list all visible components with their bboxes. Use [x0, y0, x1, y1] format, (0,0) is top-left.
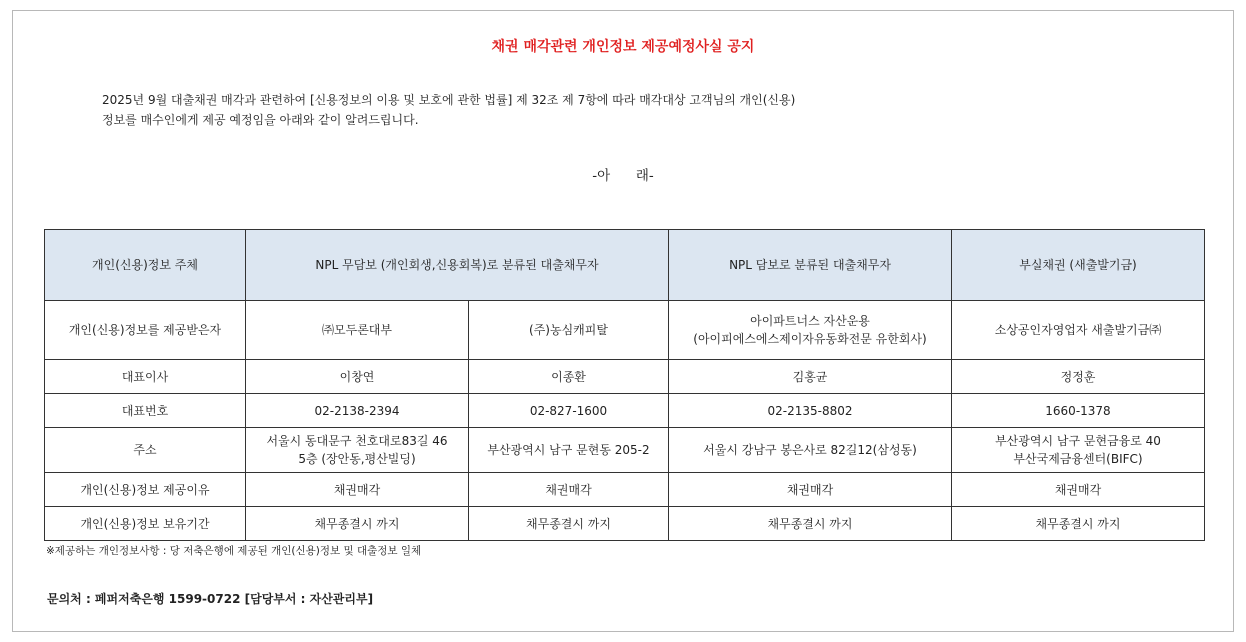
table-row [45, 507, 1205, 541]
cell-line: 채권매각 [333, 482, 381, 497]
info-table [44, 229, 1205, 541]
cell-line: 서울시 동대문구 천호대로83길 46 [266, 434, 448, 448]
row-label: 주소 [45, 428, 246, 473]
row-label: 개인(신용)정보 제공이유 [45, 473, 246, 507]
section-label: -아 래- [592, 168, 654, 184]
cell-line: 이창연 [339, 369, 375, 384]
cell-line: 채권매각 [1054, 482, 1102, 497]
table-cell [952, 507, 1205, 541]
table-cell [669, 301, 952, 360]
header-npl-unsecured: NPL 무담보 (개인회생,신용회복)로 분류된 대출채무자 [246, 230, 669, 301]
cell-line: 부산광역시 남구 문현동 205-2 [487, 443, 650, 457]
cell-line: 5층 (장안동,평산빌딩) [298, 452, 416, 466]
cell-line: 채무종결시 까지 [314, 516, 400, 531]
table-cell [952, 473, 1205, 507]
cell-line: 아이파트너스 자산운용 [750, 314, 870, 328]
intro-text [102, 90, 1002, 130]
table-cell [246, 394, 469, 428]
cell-line: (아이피에스에스제이자유동화전문 유한회사) [693, 332, 927, 346]
cell-line: 부산국제금융센터(BIFC) [1013, 452, 1143, 466]
cell-line: 부산광역시 남구 문현금융로 40 [995, 434, 1161, 448]
table-row [45, 394, 1205, 428]
footnote: ※제공하는 개인정보사항 : 당 저축은행에 제공된 개인(신용)정보 및 대출정보 일체 [46, 545, 422, 557]
table-header-row [45, 230, 1205, 301]
row-label: 대표번호 [45, 394, 246, 428]
table-cell [246, 507, 469, 541]
cell-line: (주)농심캐피탈 [529, 323, 608, 337]
table-cell [469, 301, 669, 360]
table-cell [952, 394, 1205, 428]
row-label: 개인(신용)정보 보유기간 [45, 507, 246, 541]
row-label: 대표이사 [45, 360, 246, 394]
table-row [45, 301, 1205, 360]
notice-title: 채권 매각관련 개인정보 제공예정사실 공지 [491, 39, 755, 55]
cell-line: 채무종결시 까지 [767, 516, 853, 531]
table-cell [952, 301, 1205, 360]
table-cell [669, 473, 952, 507]
cell-line: 채권매각 [545, 482, 592, 497]
cell-line: 채권매각 [786, 482, 834, 497]
table-cell [246, 473, 469, 507]
cell-line: 1660-1378 [1045, 403, 1111, 418]
table-cell [469, 360, 669, 394]
cell-line: 02-827-1600 [529, 403, 608, 418]
cell-line: 소상공인자영업자 새출발기금㈜ [994, 323, 1162, 337]
header-bad-debt: 부실채권 (새출발기금) [952, 230, 1205, 301]
table-cell [246, 360, 469, 394]
intro-line-1: 2025년 9월 대출채권 매각과 관련하여 [신용정보의 이용 및 보호에 관한 법률] 제 32조 제 7항에 따라 매각대상 고객님의 개인(신용) [102, 93, 796, 107]
table-cell [669, 428, 952, 473]
cell-line: 서울시 강남구 봉은사로 82길12(삼성동) [703, 443, 917, 457]
cell-line: 채무종결시 까지 [1035, 516, 1121, 531]
table-cell [246, 428, 469, 473]
cell-line: 02-2138-2394 [314, 403, 400, 418]
cell-line: 이종환 [551, 369, 586, 384]
cell-line: ㈜모두론대부 [322, 323, 392, 337]
table-cell [669, 394, 952, 428]
table-cell [469, 473, 669, 507]
table-row [45, 360, 1205, 394]
header-npl-secured: NPL 담보로 분류된 대출채무자 [669, 230, 952, 301]
row-label: 개인(신용)정보를 제공받은자 [45, 301, 246, 360]
table-cell [952, 428, 1205, 473]
table-cell [952, 360, 1205, 394]
table-row [45, 473, 1205, 507]
table-cell [246, 301, 469, 360]
contact-info: 문의처 : 페퍼저축은행 1599-0722 [담당부서 : 자산관리부] [47, 592, 374, 606]
cell-line: 정정훈 [1060, 369, 1096, 384]
table-row [45, 428, 1205, 473]
table-cell [669, 507, 952, 541]
header-subject: 개인(신용)정보 주체 [45, 230, 246, 301]
cell-line: 채무종결시 까지 [526, 516, 611, 531]
intro-line-2: 정보를 매수인에게 제공 예정임을 아래와 같이 알려드립니다. [102, 113, 419, 127]
table-cell [469, 507, 669, 541]
cell-line: 김홍균 [792, 369, 828, 384]
table-cell [469, 428, 669, 473]
cell-line: 02-2135-8802 [767, 403, 853, 418]
table-cell [469, 394, 669, 428]
table-cell [669, 360, 952, 394]
